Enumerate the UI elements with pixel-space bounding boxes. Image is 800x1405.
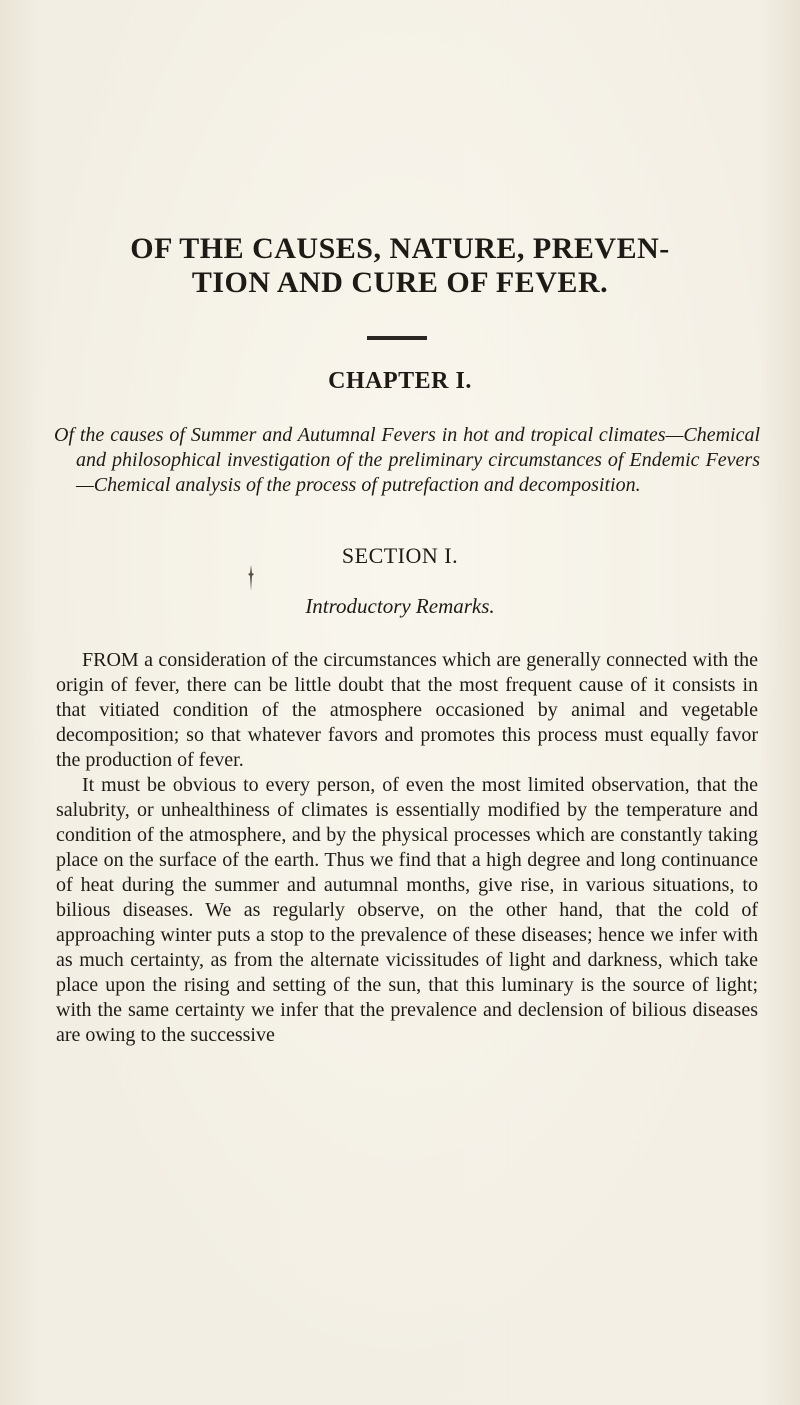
paragraph-1: FROM a consideration of the circumstances which are generally connected with the origin of fever, there can be little doubt that the most frequent cause of it consists in that vitiated condition of the atmosphere occasioned by animal and vegetable decomposition; so that whatever favors and promotes this process must equally favor the production of fever. <box>56 649 758 771</box>
chapter-heading: CHAPTER I. <box>328 368 472 394</box>
ink-blot-icon <box>248 565 254 591</box>
chapter-summary-text: Of the causes of Summer and Autumnal Fevers in hot and tropical climates—Chemical and philosophical investigation of the preliminary circumstances of Endemic Fevers—Chemical analysis of the process of putrefaction and decomposition. <box>54 424 760 496</box>
section-subtitle: Introductory Remarks. <box>305 594 495 618</box>
ornamental-rule <box>367 336 427 340</box>
body-text <box>56 648 758 1048</box>
page-title: OF THE CAUSES, NATURE, PREVEN- TION AND CURE OF FEVER. <box>130 232 670 299</box>
chapter-summary <box>54 423 760 498</box>
paragraph-2: It must be obvious to every person, of even the most limited observation, that the salubrity, or unhealthiness of climates is essentially modified by the temperature and condition of the atmosphere, and by the physical processes which are constantly taking place on the surface of the earth. Thus we find that a high degree and long continuance of heat during the summer and autumnal months, give rise, in various situations, to bilious diseases. We as regularly observe, on the other hand, that the cold of approaching winter puts a stop to the prevalence of these diseases; hence we infer with as much certainty, as from the alternate vicissitudes of light and darkness, which take place upon the rising and setting of the sun, that this luminary is the source of light; with the same certainty we infer that the prevalence and declension of bilious diseases are owing to the successive <box>56 774 758 1046</box>
section-heading: SECTION I. <box>341 543 459 568</box>
